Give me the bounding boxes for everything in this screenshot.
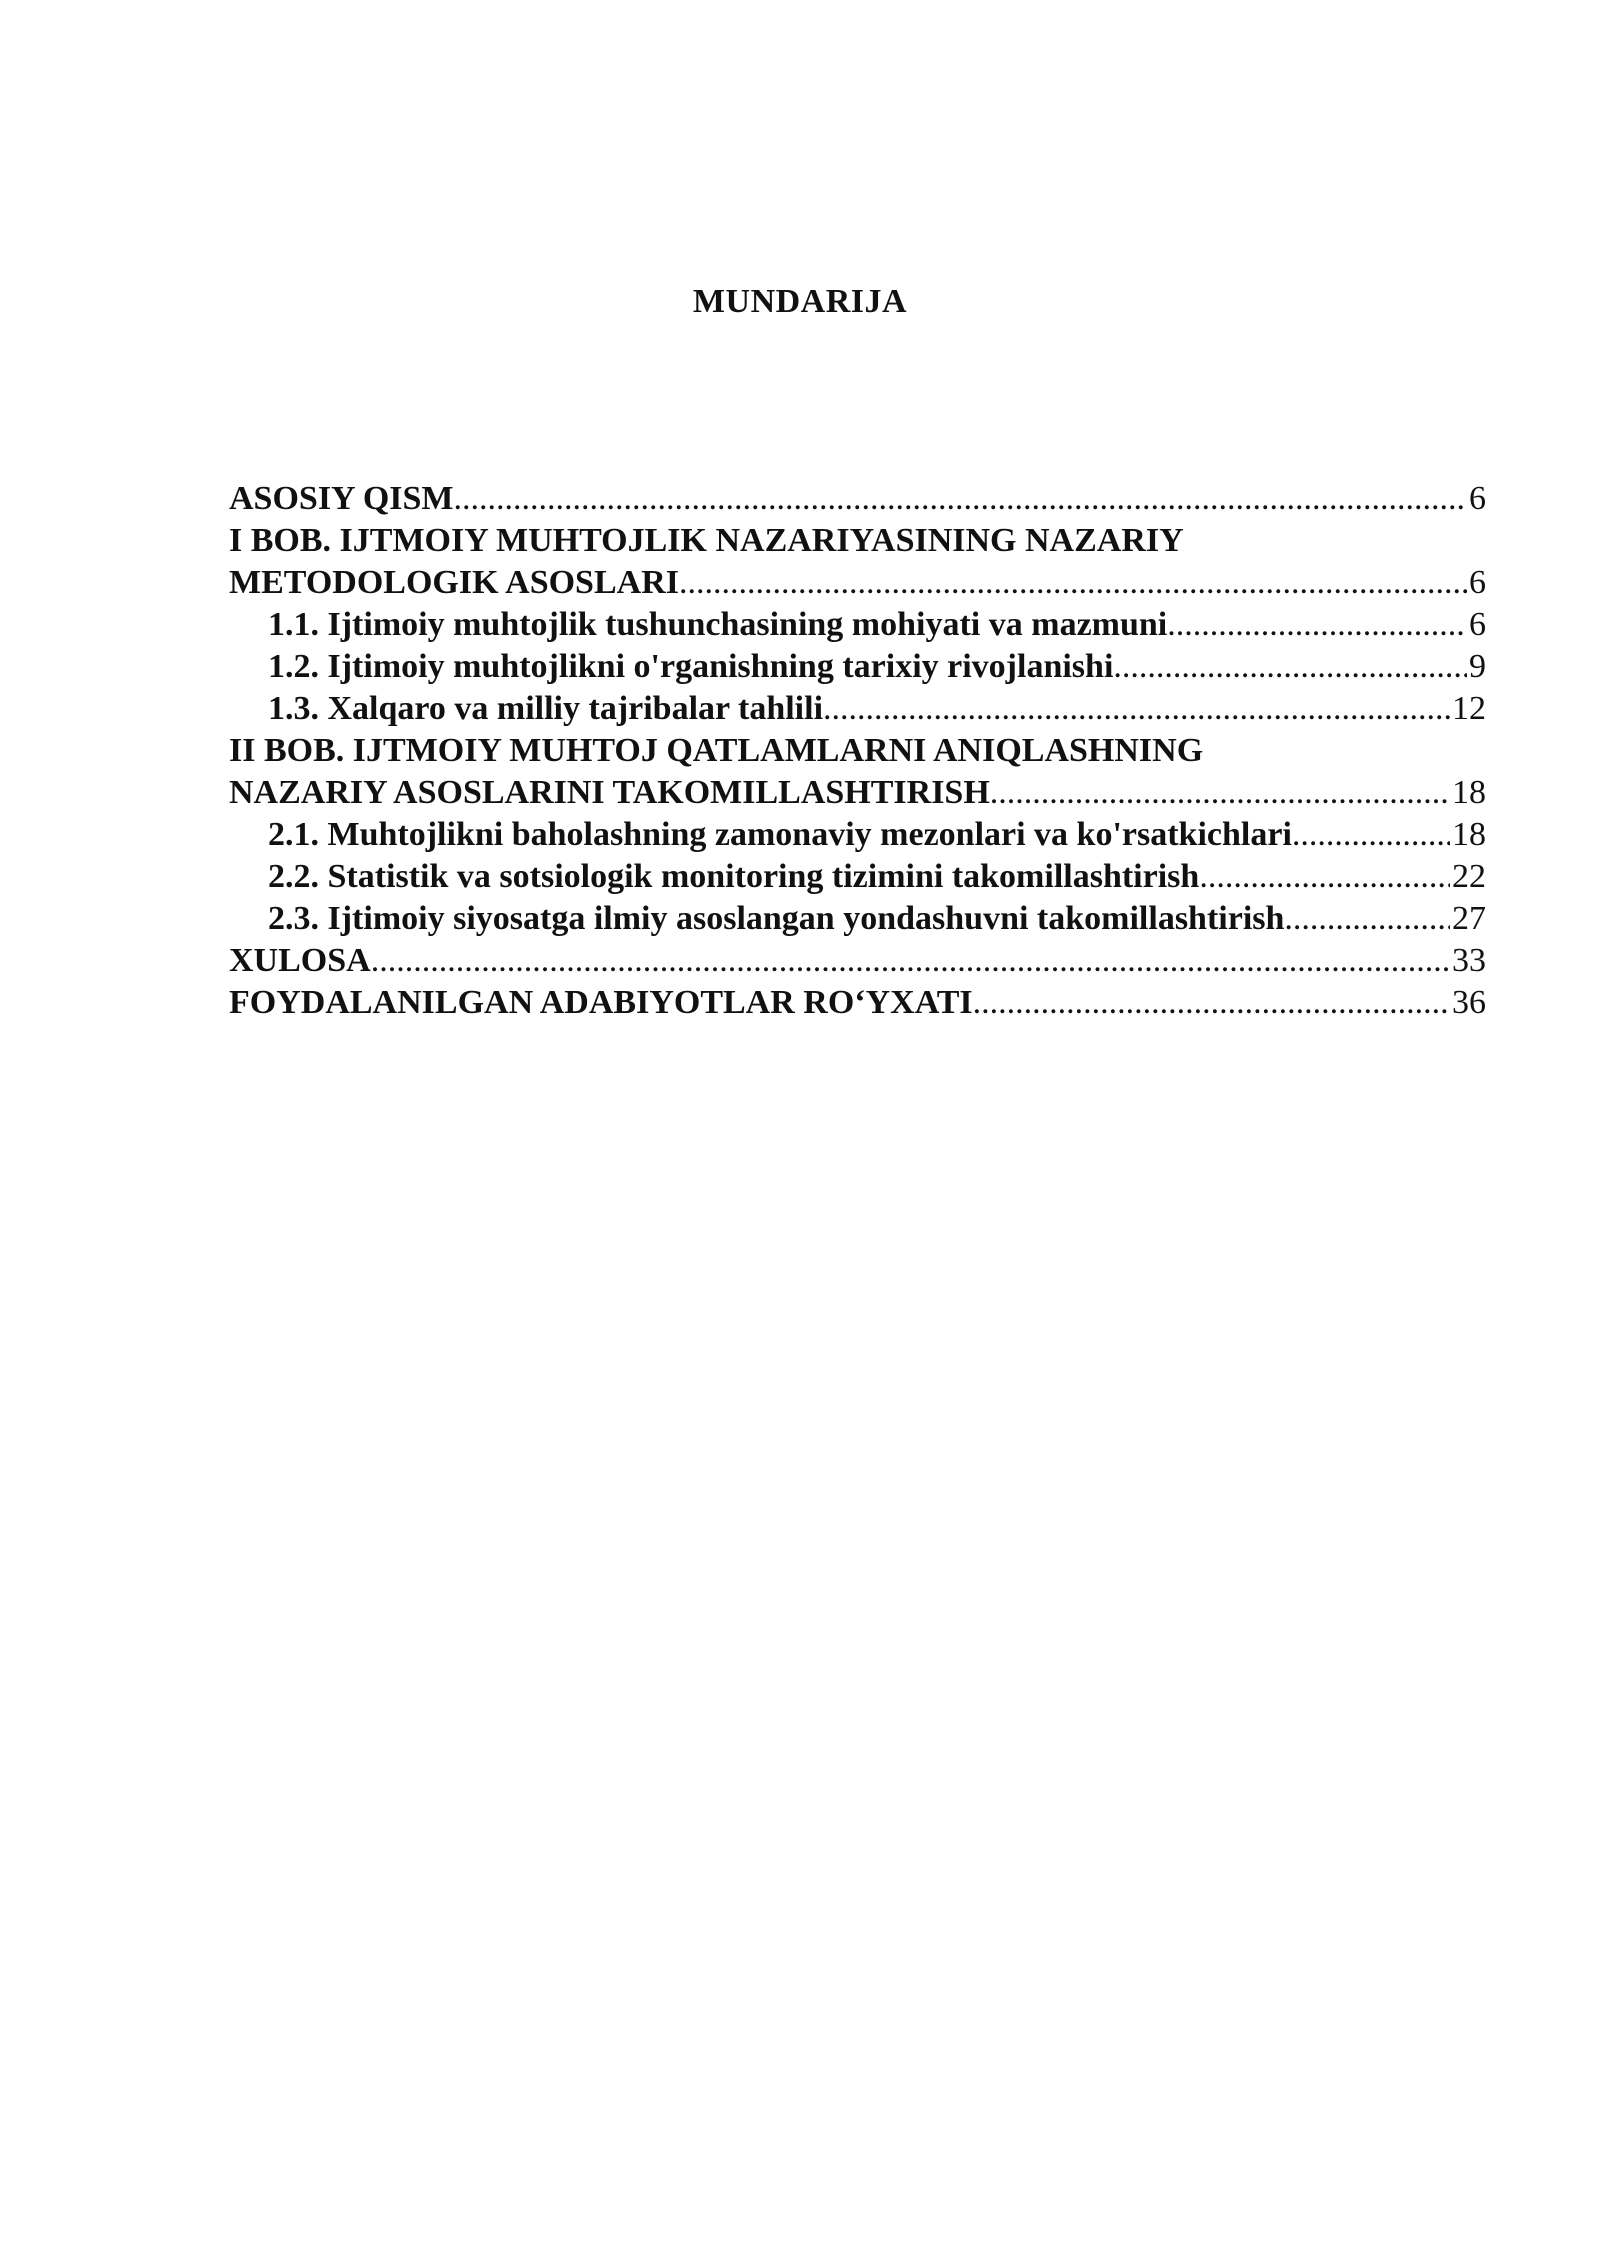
- toc-entry-references: [229, 982, 1486, 1024]
- dot-leader: [1199, 856, 1450, 898]
- dot-leader: [371, 940, 1450, 982]
- toc-entry-section-2-1: [229, 814, 1486, 856]
- toc-entry-label: 2.2. Statistik va sotsiologik monitoring tizimini takomillashtirish: [268, 858, 1200, 895]
- toc-page-number: 6: [1469, 564, 1486, 601]
- dot-leader: [1113, 646, 1467, 688]
- toc-entry-label: FOYDALANILGAN ADABIYOTLAR RO‘YXATI: [229, 984, 973, 1021]
- toc-page-number: 33: [1452, 942, 1486, 979]
- toc-entry-label: 2.1. Muhtojlikni baholashning zamonaviy mezonlari va ko'rsatkichlari: [268, 816, 1292, 853]
- toc-page-number: 36: [1452, 984, 1486, 1021]
- table-of-contents: [229, 478, 1486, 1024]
- toc-entry-label-line1: II BOB. IJTMOIY MUHTOJ QATLAMLARNI ANIQLASHNING: [229, 732, 1204, 769]
- toc-page-number: 18: [1452, 816, 1486, 853]
- toc-entry-chapter-2: [229, 730, 1486, 814]
- toc-page-number: 22: [1452, 858, 1486, 895]
- dot-leader: [1167, 604, 1467, 646]
- toc-page-number: 27: [1452, 900, 1486, 937]
- dot-leader: [973, 982, 1450, 1024]
- toc-entry-section-2-2: [229, 856, 1486, 898]
- toc-page-number: 6: [1469, 480, 1486, 517]
- toc-entry-xulosa: [229, 940, 1486, 982]
- toc-page-number: 9: [1469, 648, 1486, 685]
- dot-leader: [454, 478, 1467, 520]
- toc-entry-section-1-1: [229, 604, 1486, 646]
- toc-entry-section-1-2: [229, 646, 1486, 688]
- toc-entry-label: 1.2. Ijtimoiy muhtojlikni o'rganishning tarixiy rivojlanishi: [268, 648, 1114, 685]
- toc-page-number: 12: [1452, 690, 1486, 727]
- toc-entry-chapter-1: [229, 520, 1486, 604]
- toc-page-number: 6: [1469, 606, 1486, 643]
- dot-leader: [1292, 814, 1450, 856]
- toc-entry-label: 1.1. Ijtimoiy muhtojlik tushunchasining mohiyati va mazmuni: [268, 606, 1168, 643]
- toc-entry-label: XULOSA: [229, 942, 371, 979]
- dot-leader: [990, 772, 1450, 814]
- toc-entry-label: 2.3. Ijtimoiy siyosatga ilmiy asoslangan yondashuvni takomillashtirish: [268, 900, 1285, 937]
- toc-entry-section-1-3: [229, 688, 1486, 730]
- dot-leader: [1284, 898, 1450, 940]
- dot-leader: [823, 688, 1450, 730]
- toc-entry-section-2-3: [229, 898, 1486, 940]
- toc-entry-label: 1.3. Xalqaro va milliy tajribalar tahlili: [268, 690, 824, 727]
- toc-entry-label-line1: I BOB. IJTMOIY MUHTOJLIK NAZARIYASINING NAZARIY: [229, 522, 1184, 559]
- toc-entry-label: NAZARIY ASOSLARINI TAKOMILLASHTIRISH: [229, 774, 990, 811]
- toc-entry-label: ASOSIY QISM: [229, 480, 454, 517]
- toc-entry-asosiy-qism: [229, 478, 1486, 520]
- page-title: MUNDARIJA: [692, 283, 908, 320]
- toc-entry-label: METODOLOGIK ASOSLARI: [229, 564, 679, 601]
- dot-leader: [679, 562, 1467, 604]
- toc-page-number: 18: [1452, 774, 1486, 811]
